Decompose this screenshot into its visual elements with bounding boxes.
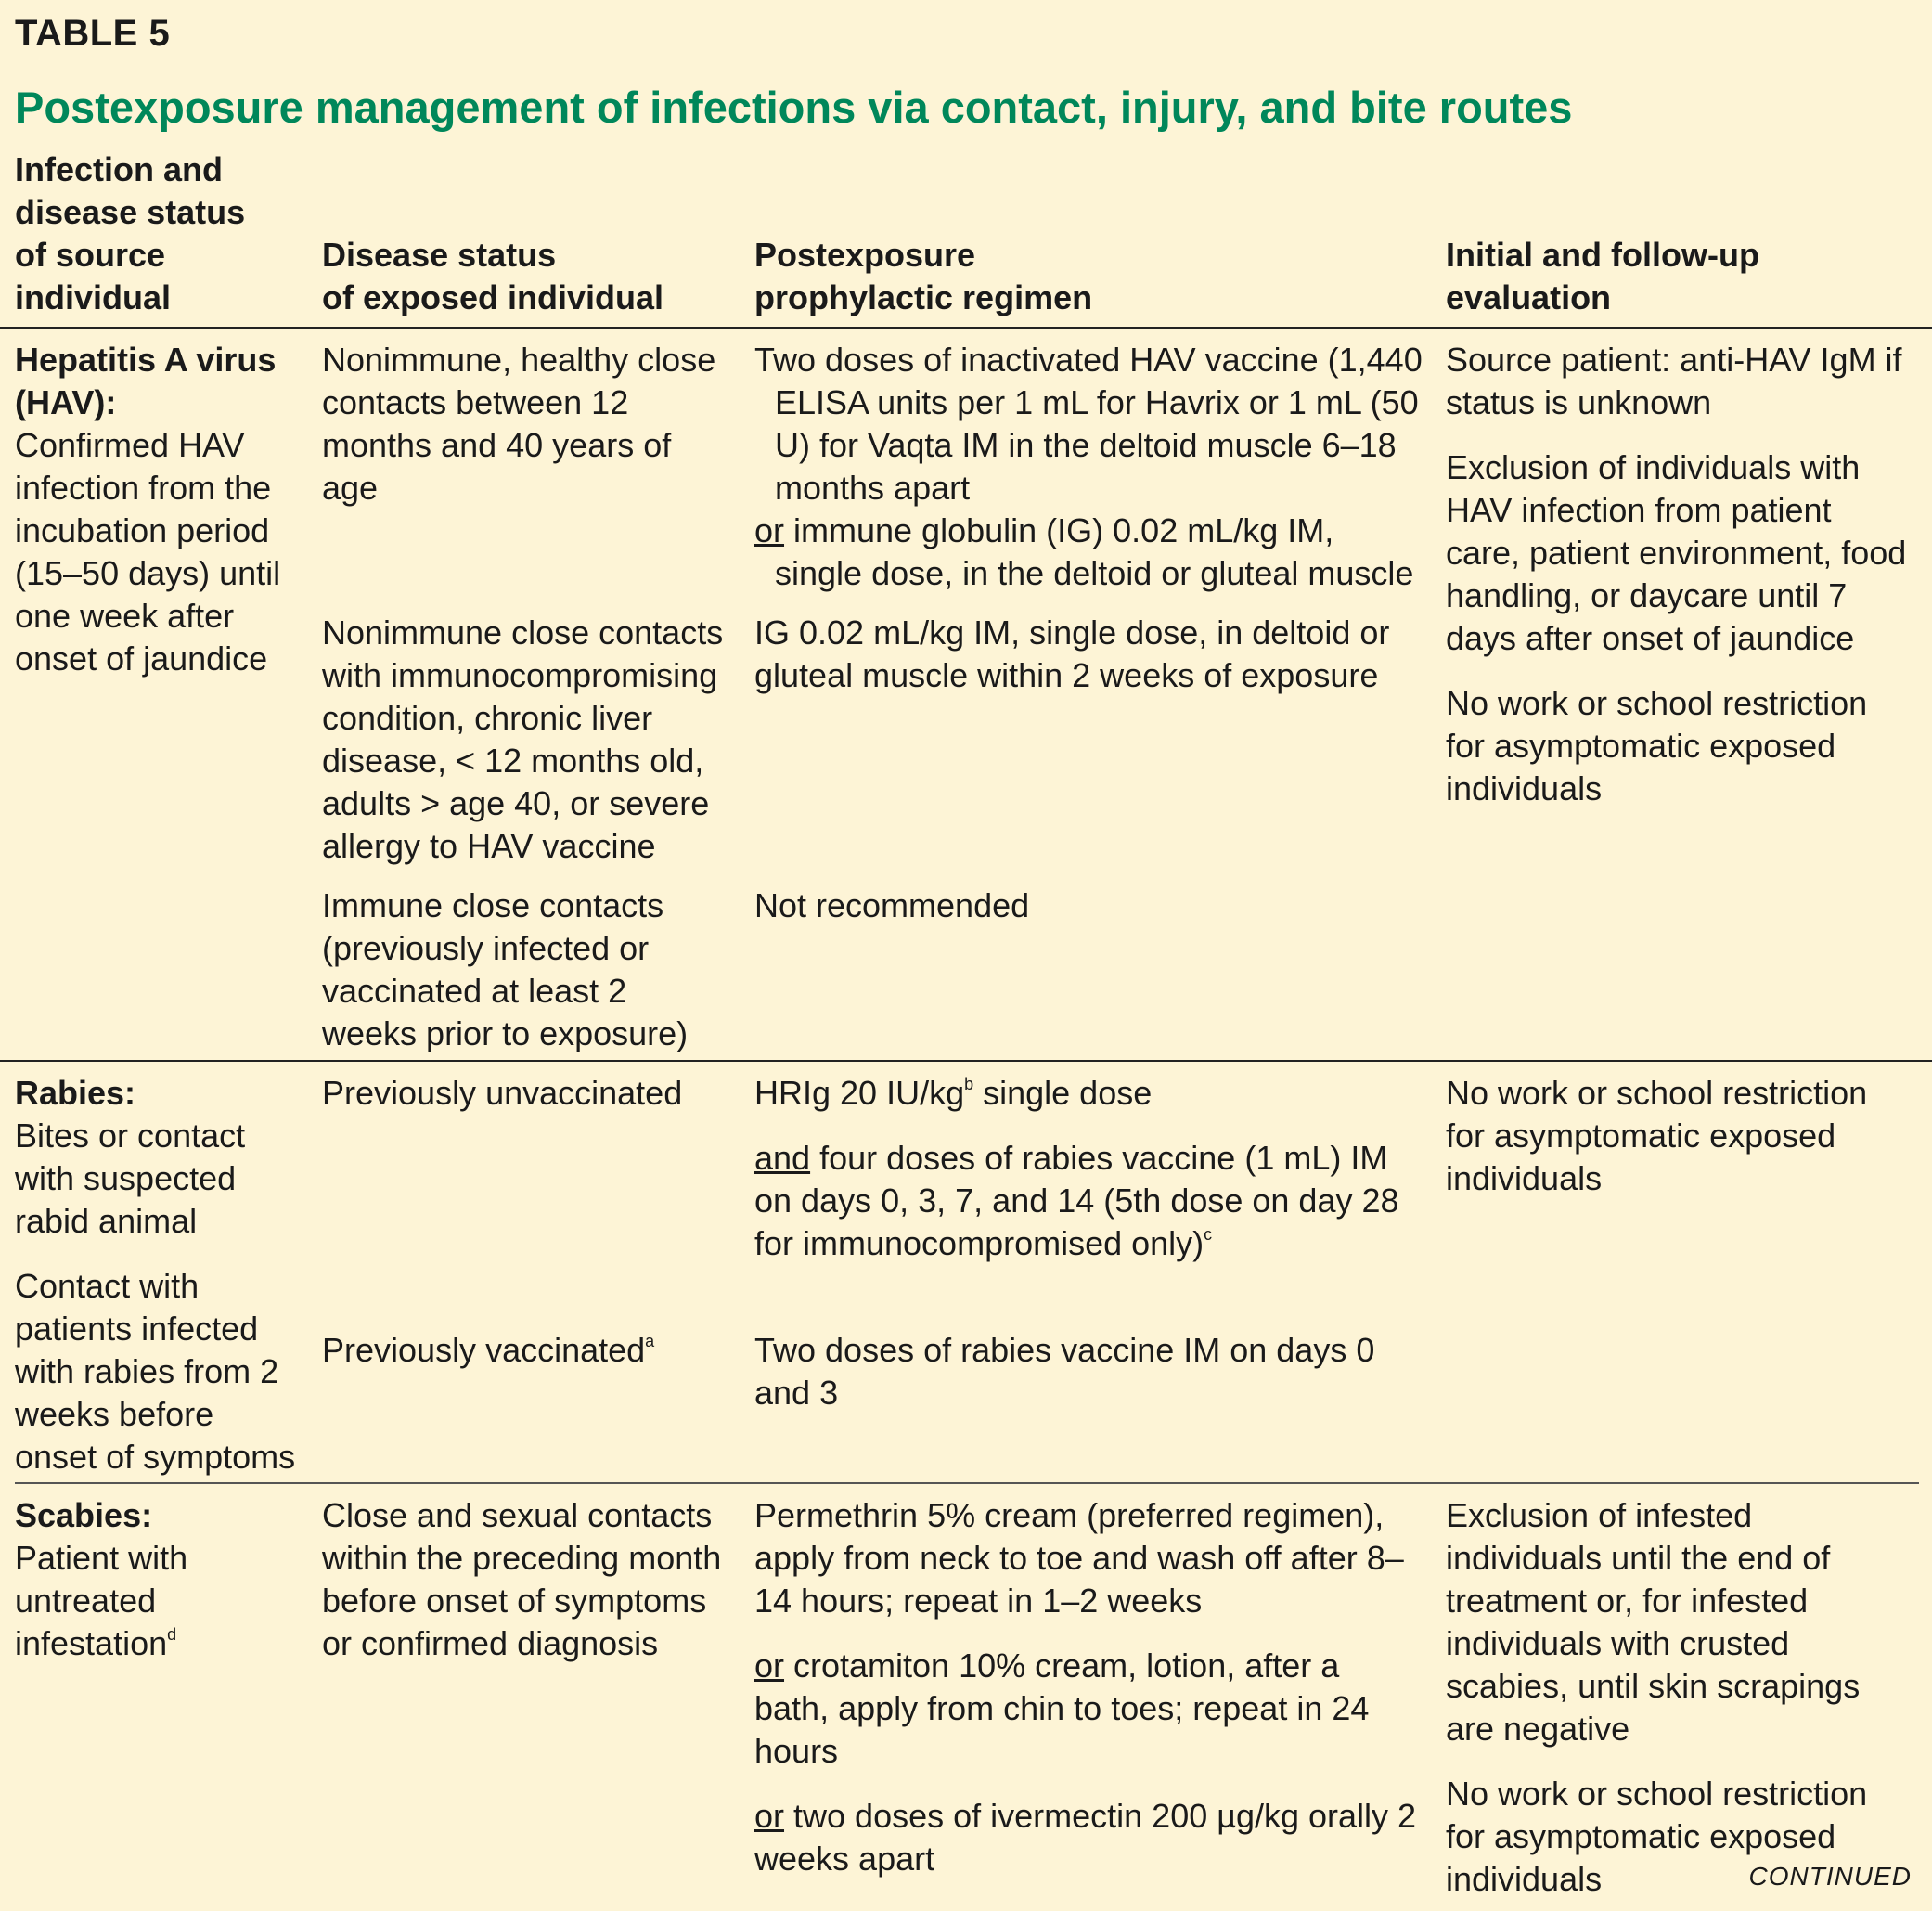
scabies-regimen-2: or crotamiton 10% cream, lotion, after a bath, apply from chin to toes; repeat in 24 hours xyxy=(754,1646,1370,1770)
rabies-source-title: Rabies: xyxy=(15,1074,136,1112)
hav-source-title: Hepatitis A virus (HAV): xyxy=(15,341,277,421)
scabies-source-text: Patient with untreated infestation$^d$ xyxy=(15,1539,188,1662)
hav-exposed-2: Nonimmune close contacts with immunocompromising condition, chronic liver disease, < 12 months old, adults > age 40, or severe allergy to HAV vaccine xyxy=(322,613,724,865)
hav-source xyxy=(15,339,303,680)
hav-exposed-3: Immune close contacts (previously infected or vaccinated at least 2 weeks prior to exposure) xyxy=(322,886,689,1052)
header-regimen: Postexposure prophylactic regimen xyxy=(754,236,1093,316)
scabies-source-title: Scabies: xyxy=(15,1496,153,1534)
scabies-eval-2: No work or school restriction for asymptomatic exposed individuals xyxy=(1446,1775,1868,1898)
rabies-exposed-1: Previously unvaccinated xyxy=(322,1074,683,1112)
scabies-source xyxy=(15,1494,303,1665)
table-title: Postexposure management of infections via contact, injury, and bite routes xyxy=(15,83,1573,132)
header-exposed-status: Disease status of exposed individual xyxy=(322,236,664,316)
continued-label: CONTINUED xyxy=(1748,1862,1912,1891)
rabies-regimen-1a: HRIg 20 $IU/kg^b$ single dose xyxy=(754,1074,1153,1112)
rabies-source xyxy=(15,1072,303,1478)
scabies-regimen-3: or two doses of ivermectin 200 µg/kg orally 2 weeks apart xyxy=(754,1797,1417,1878)
header-rule xyxy=(0,327,1932,329)
rabies-exposed-2: Previously vaccinated$^a$ xyxy=(322,1331,655,1369)
rabies-regimen-1 xyxy=(754,1072,1423,1265)
rabies-eval-1: No work or school restriction for asymptomatic exposed individuals xyxy=(1446,1074,1868,1197)
scabies-eval-1: Exclusion of infested individuals until the end of treatment or, for infested individuals with crusted scabies, until skin scrapings are negative xyxy=(1446,1496,1861,1748)
scabies-exposed-1: Close and sexual contacts within the preceding month before onset of symptoms or confirmed diagnosis xyxy=(322,1496,722,1662)
table-label: TABLE 5 xyxy=(15,13,171,54)
hav-exposed-1: Nonimmune, healthy close contacts between 12 months and 40 years of age xyxy=(322,341,716,507)
hav-regimen-3: Not recommended xyxy=(754,886,1030,924)
hav-row-rule xyxy=(0,1060,1932,1062)
hav-eval-1: Source patient: anti-HAV IgM if status is unknown xyxy=(1446,341,1902,421)
rabies-source-text-2: Contact with patients infected with rabies from 2 weeks before onset of symptoms xyxy=(15,1267,296,1476)
header-source-status: Infection and disease status of source individual xyxy=(15,150,246,316)
header-evaluation: Initial and follow-up evaluation xyxy=(1446,236,1759,316)
hav-eval-2: Exclusion of individuals with HAV infection from patient care, patient environment, food handling, or daycare until 7 days after onset of jaundice xyxy=(1446,448,1907,657)
hav-eval-3: No work or school restriction for asymptomatic exposed individuals xyxy=(1446,684,1868,807)
rabies-source-text-1: Bites or contact with suspected rabid animal xyxy=(15,1117,246,1240)
scabies-evaluation xyxy=(1446,1494,1910,1901)
hav-regimen-1b: or immune globulin (IG) 0.02 mL/kg IM, single dose, in the deltoid or gluteal muscle xyxy=(754,511,1414,592)
rabies-regimen-2: Two doses of rabies vaccine IM on days 0 and 3 xyxy=(754,1331,1375,1412)
hav-source-text: Confirmed HAV infection from the incubation period (15–50 days) until one week after onset of jaundice xyxy=(15,426,281,678)
rabies-row-rule xyxy=(15,1482,1919,1484)
rabies-regimen-1b: and four doses of rabies vaccine (1 mL) IM on days 0, 3, 7, and 14 (5th dose on day 28 for immunocompromised only)$^c$ xyxy=(754,1139,1399,1262)
scabies-regimen-1: Permethrin 5% cream (preferred regimen), apply from neck to toe and wash off after 8–14 hours; repeat in 1–2 weeks xyxy=(754,1496,1404,1620)
scabies-regimen xyxy=(754,1494,1423,1880)
hav-regimen-1a: Two doses of inactivated HAV vaccine (1,440 ELISA units per 1 mL for Havrix or 1 mL (50 U) for Vaqta IM in the deltoid muscle 6–18 months apart xyxy=(754,341,1423,507)
hav-regimen-2: IG 0.02 mL/kg IM, single dose, in deltoid or gluteal muscle within 2 weeks of exposure xyxy=(754,613,1390,694)
hav-regimen-1 xyxy=(754,339,1423,595)
hav-evaluation xyxy=(1446,339,1910,810)
